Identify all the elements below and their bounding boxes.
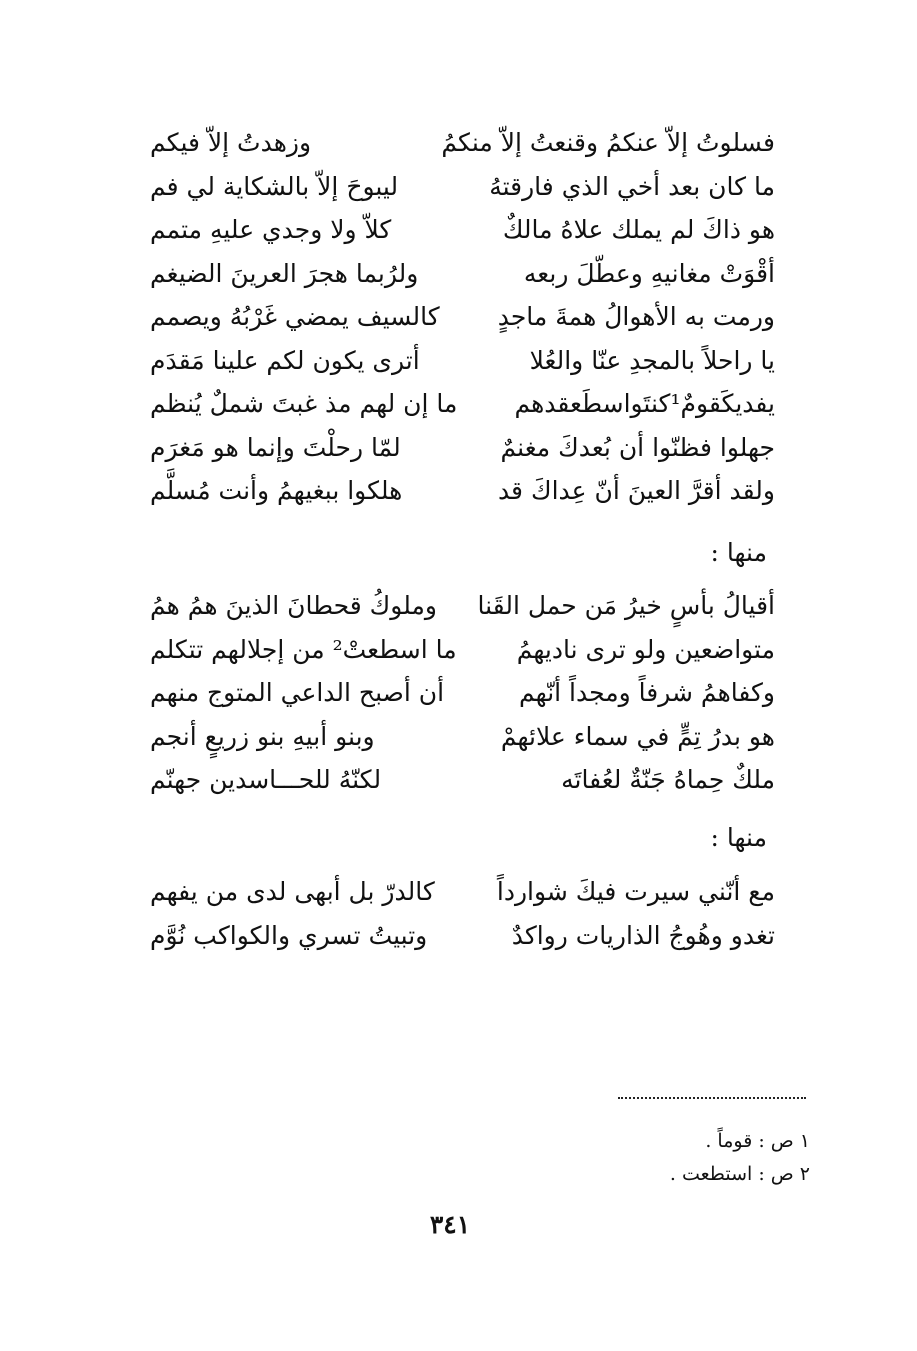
- verse-line: [150, 715, 775, 759]
- first-hemistich: ملكٌ حِماهُ جَنّةٌ لعُفاتَه: [561, 765, 775, 795]
- first-hemistich: يا راحلاً بالمجدِ عنّا والعُلا: [529, 345, 775, 375]
- section-label-1: منها :: [710, 538, 767, 567]
- footnotes: [500, 1125, 810, 1191]
- first-hemistich: متواضعين ولو ترى ناديهمُ: [516, 634, 775, 664]
- first-hemistich: ما كان بعد أخي الذي فارقتهُ: [489, 171, 775, 201]
- verse-line: [150, 758, 775, 802]
- first-hemistich: فسلوتُ إلاّ عنكمُ وقنعتُ إلاّ منكمُ: [441, 128, 775, 158]
- first-hemistich: هو بدرُ تِمٍّ في سماء علائهمْ: [500, 721, 775, 751]
- second-hemistich: وزهدتُ إلاّ فيكم: [150, 128, 312, 158]
- second-hemistich: كالسيف يمضي غَرْبُهُ ويصمم: [150, 302, 440, 332]
- verse-line: [150, 426, 775, 470]
- verse-line: [150, 121, 775, 165]
- verse-line: [150, 382, 775, 426]
- first-hemistich: وكفاهمُ شرفاً ومجداً أنّهم: [519, 678, 775, 708]
- first-hemistich: ولقد أقرَّ العينَ أنّ عِداكَ قد: [497, 476, 775, 506]
- second-hemistich: ما إن لهم مذ غبتَ شملٌ يُنظم: [150, 389, 458, 419]
- first-hemistich: يفديكَقومٌ¹كنتَواسطَعقدهم: [514, 389, 775, 419]
- second-hemistich: وتبيتُ تسري والكواكب نُوَّم: [150, 920, 428, 950]
- verse-line: [150, 914, 775, 958]
- poem-stanza-2: [150, 584, 775, 802]
- poem-stanza-3: [150, 870, 775, 957]
- second-hemistich: وملوكُ قحطانَ الذينَ همُ همُ: [150, 591, 437, 621]
- verse-line: [150, 252, 775, 296]
- footnote-divider: [618, 1097, 806, 1099]
- footnote-2: ٢ ص : استطعت .: [669, 1163, 810, 1185]
- first-hemistich: أقْوَتْ مغانيهِ وعطّلَ ربعه: [523, 258, 775, 288]
- second-hemistich: كالدرّ بل أبهى لدى من يفهم: [150, 877, 435, 907]
- verse-line: [150, 295, 775, 339]
- first-hemistich: أقيالُ بأسٍ خيرُ مَن حمل القَنا: [477, 591, 775, 621]
- second-hemistich: لكنّهُ للحـــاسدين جهنّم: [150, 765, 382, 795]
- first-hemistich: هو ذاكَ لم يملك علاهُ مالكٌ: [502, 215, 775, 245]
- second-hemistich: ما اسطعتْ² من إجلالهم تتكلم: [150, 634, 457, 664]
- verse-line: [150, 870, 775, 914]
- second-hemistich: أترى يكون لكم علينا مَقدَم: [150, 345, 420, 375]
- verse-line: [150, 339, 775, 383]
- verse-line: [150, 628, 775, 672]
- verse-line: [150, 469, 775, 513]
- first-hemistich: ورمت به الأهوالُ همةَ ماجدٍ: [497, 302, 775, 332]
- second-hemistich: هلكوا ببغيهمُ وأنت مُسلَّم: [150, 476, 403, 506]
- second-hemistich: كلاّ ولا وجدي عليهِ متمم: [150, 215, 392, 245]
- verse-line: [150, 165, 775, 209]
- second-hemistich: ليبوحَ إلاّ بالشكاية لي فم: [150, 171, 399, 201]
- poem-stanza-1: [150, 121, 775, 513]
- first-hemistich: تغدو وهُوجُ الذاريات رواكدٌ: [511, 920, 775, 950]
- first-hemistich: مع أنّني سيرت فيكَ شوارداً: [496, 877, 775, 907]
- second-hemistich: لمّا رحلْتَ وإنما هو مَغرَم: [150, 432, 401, 462]
- second-hemistich: أن أصبح الداعي المتوج منهم: [150, 678, 445, 708]
- verse-line: [150, 671, 775, 715]
- first-hemistich: جهلوا فظنّوا أن بُعدكَ مغنمٌ: [500, 432, 775, 462]
- second-hemistich: وبنو أبيهِ بنو زريعٍ أنجم: [150, 721, 375, 751]
- verse-line: [150, 584, 775, 628]
- footnote-1: ١ ص : قوماً .: [705, 1130, 810, 1152]
- second-hemistich: ولرُبما هجرَ العرينَ الضيغم: [150, 258, 419, 288]
- page-number: ٣٤١: [429, 1210, 471, 1239]
- section-label-2: منها :: [710, 823, 767, 852]
- verse-line: [150, 208, 775, 252]
